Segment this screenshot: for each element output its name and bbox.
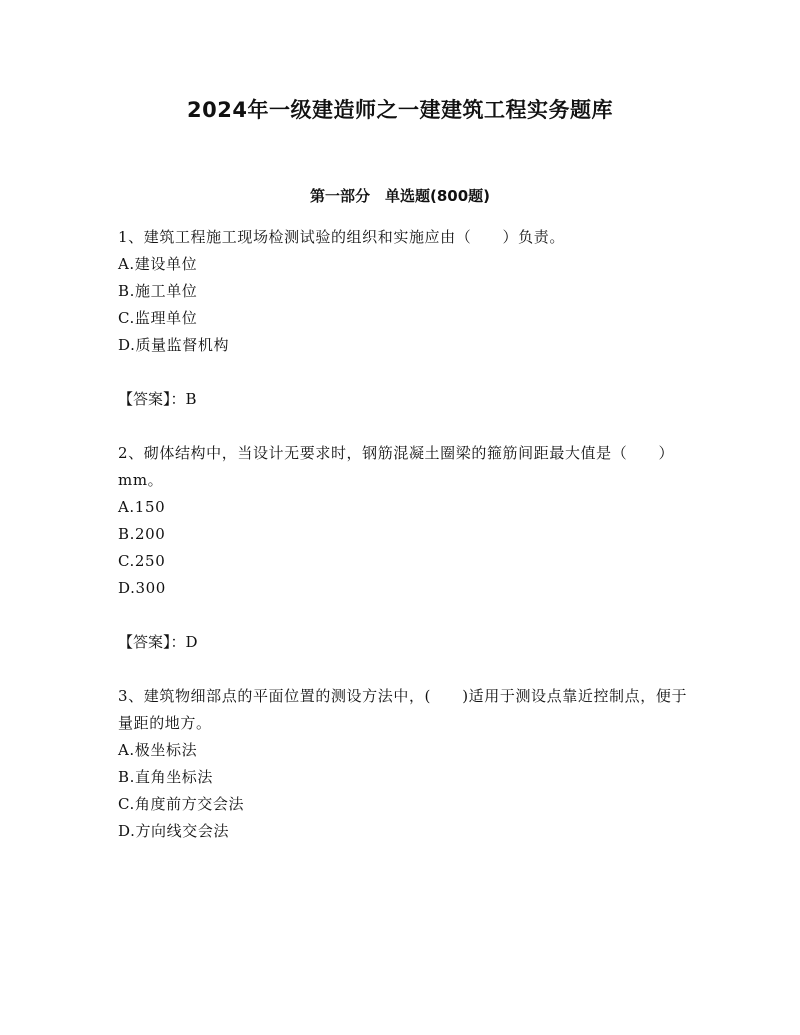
option-b: B.200	[118, 525, 166, 543]
answer-line	[118, 386, 688, 413]
option-list	[118, 737, 688, 845]
section-title: 第一部分 单选题(800题)	[309, 187, 491, 205]
answer-line	[118, 629, 688, 656]
question-3	[118, 683, 688, 845]
option-b: B.直角坐标法	[118, 768, 213, 786]
option-list	[118, 494, 688, 602]
question-stem: 3、建筑物细部点的平面位置的测设方法中，( )适用于测设点靠近控制点，便于量距的地方。	[118, 687, 688, 732]
option-c: C.250	[118, 552, 166, 570]
option-a: A.极坐标法	[118, 741, 198, 759]
question-1	[118, 224, 688, 413]
option-d: D.方向线交会法	[118, 822, 230, 840]
question-stem: 2、砌体结构中，当设计无要求时，钢筋混凝土圈梁的箍筋间距最大值是（ ）mm。	[118, 444, 675, 489]
document-title: 2024年一级建造师之一建建筑工程实务题库	[187, 98, 613, 122]
option-a: A.150	[118, 498, 166, 516]
question-list	[118, 224, 688, 845]
option-c: C.角度前方交会法	[118, 795, 245, 813]
answer-label: 【答案】：	[118, 633, 186, 651]
option-c: C.监理单位	[118, 309, 198, 327]
answer-value: B	[185, 390, 197, 408]
option-d: D.300	[118, 579, 166, 597]
option-b: B.施工单位	[118, 282, 198, 300]
question-2	[118, 440, 688, 656]
answer-label: 【答案】：	[118, 390, 186, 408]
question-stem: 1、建筑工程施工现场检测试验的组织和实施应由（ ）负责。	[118, 228, 565, 246]
option-list	[118, 251, 688, 359]
answer-value: D	[185, 633, 198, 651]
option-d: D.质量监督机构	[118, 336, 230, 354]
option-a: A.建设单位	[118, 255, 198, 273]
